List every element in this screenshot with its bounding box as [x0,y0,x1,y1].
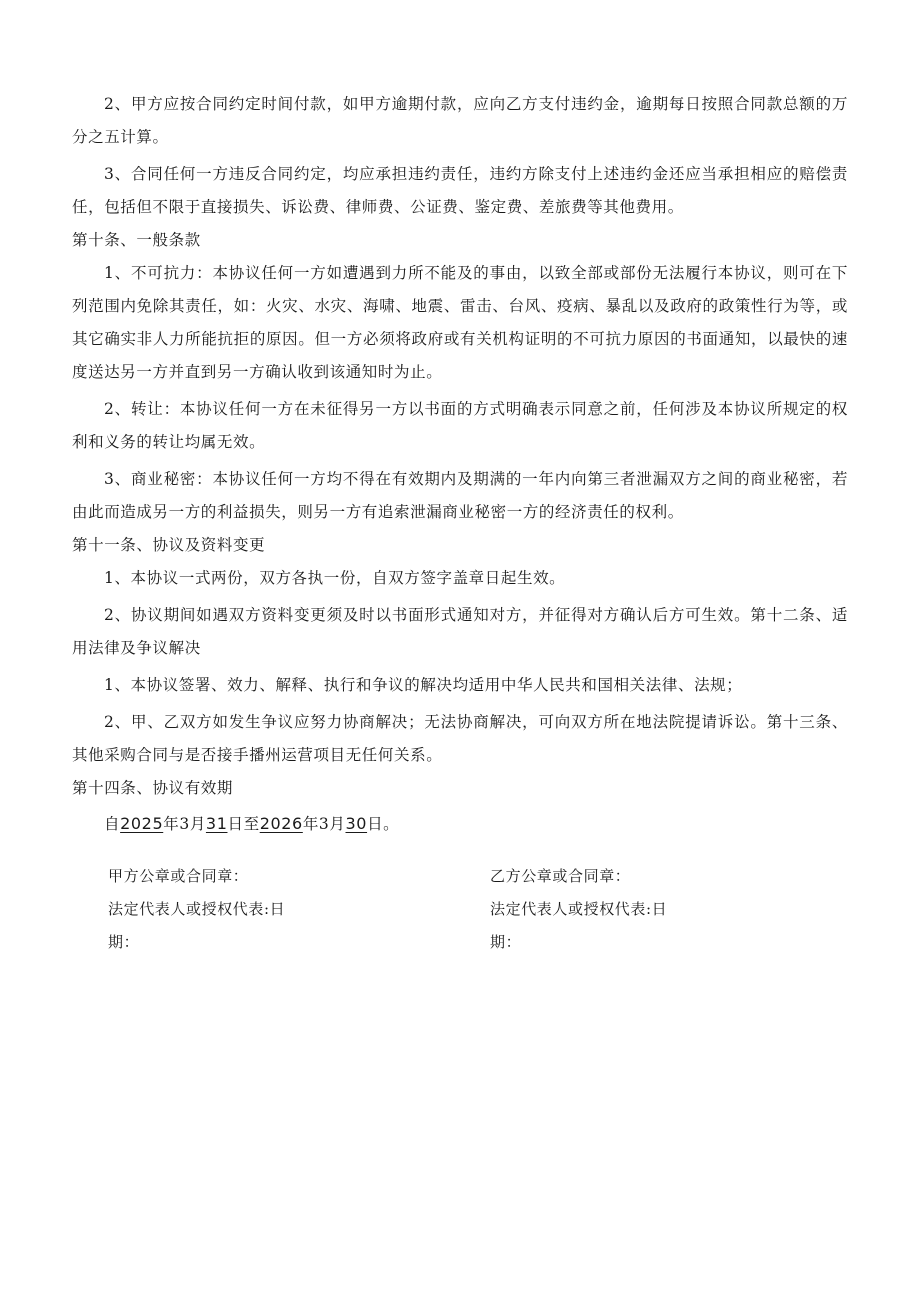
clause-copies: 1、本协议一式两份，双方各执一份，自双方签字盖章日起生效。 [104,569,566,587]
party-a-signature-block [108,860,408,959]
party-b-date-label: 期： [490,933,522,951]
clause-trade-secret: 3、商业秘密：本协议任何一方均不得在有效期内及期满的一年内向第三者泄漏双方之间的商业秘密，若由此而造成另一方的利益损失，则另一方有追索泄漏商业秘密一方的经济责任的权利。 [72,470,848,521]
start-day: 31 [205,814,228,833]
clause-transfer: 2、转让：本协议任何一方在未征得另一方以书面的方式明确表示同意之前，任何涉及本协议所规定的权利和义务的转让均属无效。 [72,400,848,451]
end-month: 3 [318,815,330,833]
party-b-signature-block [490,860,790,959]
start-month: 3 [179,815,190,833]
article-14-heading: 第十四条、协议有效期 [72,779,234,797]
clause-late-payment: 2、甲方应按合同约定时间付款，如甲方逾期付款，应向乙方支付违约金，逾期每日按照合同款总额的万分之五计算。 [72,95,848,146]
party-a-seal-label: 甲方公章或合同章： [108,867,249,885]
clause-governing-law: 1、本协议签署、效力、解释、执行和争议的解决均适用中华人民共和国相关法律、法规； [104,676,743,694]
start-month-sep: 月 [189,815,206,833]
clause-force-majeure: 1、不可抗力：本协议任何一方如遭遇到力所不能及的事由，以致全部或部份无法履行本协议，则可在下列范围内免除其责任，如：火灾、水灾、海啸、地震、雷击、台风、疫病、暴乱以及政府的政策性行为等，或其它确实非人力所能抗拒的原因。但一方必须将政府或有关机构证明的不可抗力原因的书面通知，以最快的速度送达另一方并直到另一方确认收到该通知时为止。 [72,264,848,381]
validity-period [72,807,848,841]
start-day-sep: 日至 [227,815,260,833]
end-month-sep: 月 [329,815,346,833]
end-year-sep: 年 [302,815,319,833]
article-10-heading: 第十条、一般条款 [72,231,201,249]
end-year: 2026 [259,814,303,833]
validity-prefix: 自 [104,815,121,833]
end-day: 30 [345,814,368,833]
article-11-heading: 第十一条、协议及资料变更 [72,536,266,554]
party-a-rep-label: 法定代表人或授权代表:日 [108,900,286,918]
clause-breach-liability: 3、合同任何一方违反合同约定，均应承担违约责任，违约方除支付上述违约金还应当承担相应的赔偿责任，包括但不限于直接损失、诉讼费、律师费、公证费、鉴定费、差旅费等其他费用。 [72,165,848,216]
start-year-sep: 年 [163,815,180,833]
clause-info-change: 2、协议期间如遇双方资料变更须及时以书面形式通知对方，并征得对方确认后方可生效。第十二条、适用法律及争议解决 [72,606,848,657]
validity-suffix: 日。 [367,815,400,833]
party-b-seal-label: 乙方公章或合同章： [490,867,631,885]
party-a-date-label: 期： [108,933,140,951]
party-b-rep-label: 法定代表人或授权代表:日 [490,900,668,918]
start-year: 2025 [120,814,164,833]
clause-dispute: 2、甲、乙双方如发生争议应努力协商解决；无法协商解决，可向双方所在地法院提请诉讼。第十三条、其他采购合同与是否接手播州运营项目无任何关系。 [72,713,848,764]
contract-body [72,88,848,841]
